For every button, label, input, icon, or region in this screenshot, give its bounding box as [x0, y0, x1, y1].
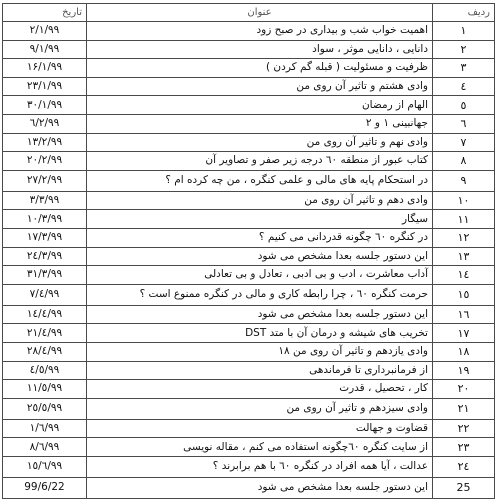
- row-date: ۲۰/۲/۹۹: [3, 152, 87, 171]
- row-number: ۱٥: [433, 284, 495, 305]
- table-row: [3, 477, 495, 498]
- table-row: [3, 96, 495, 115]
- row-date: 99/6/22: [3, 477, 87, 498]
- row-title: عدالت ، آیا همه افراد در کنگره ٦۰ با هم برابرند ؟: [87, 456, 433, 477]
- table-row: [3, 170, 495, 191]
- table-row: [3, 284, 495, 305]
- row-title: دانایی ، دانایی موثر ، سواد: [87, 40, 433, 59]
- row-number: ٦: [433, 114, 495, 133]
- column-header-title: عنوان: [87, 4, 433, 22]
- table-row: [3, 133, 495, 152]
- row-number: ۱٦: [433, 305, 495, 324]
- row-number: ۱۱: [433, 210, 495, 229]
- row-number: 25: [433, 477, 495, 498]
- row-title: وادی دهم و تاثیر آن روی من: [87, 191, 433, 210]
- row-date: ۳۰/۱/۹۹: [3, 96, 87, 115]
- row-number: ۷: [433, 133, 495, 152]
- row-date: ۹/۱/۹۹: [3, 40, 87, 59]
- table-row: [3, 228, 495, 247]
- row-date: ۳۱/۳/۹۹: [3, 266, 87, 285]
- row-date: ٦/۲/۹۹: [3, 114, 87, 133]
- column-header-date: تاریخ: [3, 4, 87, 22]
- row-number: ۳: [433, 59, 495, 78]
- table-row: [3, 77, 495, 96]
- row-date: ۱۷/۳/۹۹: [3, 228, 87, 247]
- row-date: ۱۰/۳/۹۹: [3, 210, 87, 229]
- row-title: سیگار: [87, 210, 433, 229]
- table-row: [3, 247, 495, 266]
- row-number: ۲۳: [433, 438, 495, 457]
- row-date: ۲۳/۱/۹۹: [3, 77, 87, 96]
- row-title: قضاوت و جهالت: [87, 419, 433, 438]
- row-date: ۱۶/۱/۹۹: [3, 59, 87, 78]
- row-number: ۸: [433, 152, 495, 171]
- row-date: ۱٤/٤/۹۹: [3, 305, 87, 324]
- row-date: ٤/٥/۹۹: [3, 361, 87, 380]
- row-title: الهام از رمضان: [87, 96, 433, 115]
- row-title: از سایت کنگره ٦۰چگونه استفاده می کنم ، مقاله نویسی: [87, 438, 433, 457]
- row-title: کار ، تحصیل ، قدرت: [87, 380, 433, 399]
- table-row: [3, 438, 495, 457]
- table-row: [3, 210, 495, 229]
- document-page: [3, 3, 495, 499]
- table-row: [3, 361, 495, 380]
- column-header-number: ردیف: [433, 4, 495, 22]
- table-row: [3, 324, 495, 343]
- row-number: ۱۷: [433, 324, 495, 343]
- row-date: ۲۱/٤/۹۹: [3, 324, 87, 343]
- row-number: ۲۱: [433, 398, 495, 419]
- row-title: این دستور جلسه بعدا مشخص می شود: [87, 305, 433, 324]
- row-date: ۲٤/۳/۹۹: [3, 247, 87, 266]
- row-title: وادی هشتم و تاثیر آن روی من: [87, 77, 433, 96]
- row-title: وادی نهم و تاثیر آن روی من: [87, 133, 433, 152]
- row-title: حرمت کنگره ٦۰ ، چرا رابطه کاری و مالی در کنگره ممنوع است ؟: [87, 284, 433, 305]
- row-number: ٥: [433, 96, 495, 115]
- table-row: [3, 380, 495, 399]
- row-date: ۲۷/۲/۹۹: [3, 170, 87, 191]
- row-number: ۱: [433, 22, 495, 41]
- table-header: [3, 4, 495, 22]
- session-schedule-table: [2, 3, 495, 499]
- table-row: [3, 152, 495, 171]
- row-number: ۲۰: [433, 380, 495, 399]
- row-number: ۲: [433, 40, 495, 59]
- row-number: ۱٤: [433, 266, 495, 285]
- row-title: آداب معاشرت ، ادب و بی ادبی ، تعادل و بی تعادلی: [87, 266, 433, 285]
- row-number: ۱۲: [433, 228, 495, 247]
- row-number: ۲٤: [433, 456, 495, 477]
- row-title: کتاب عبور از منطقه ٦۰ درجه زیر صفر و تصاویر آن: [87, 152, 433, 171]
- row-title: این دستور جلسه بعدا مشخص می شود: [87, 247, 433, 266]
- table-row: [3, 22, 495, 41]
- row-title: اهمیت خواب شب و بیداری در صبح زود: [87, 22, 433, 41]
- row-title: تخریب های شیشه و درمان آن با متد DST: [87, 324, 433, 343]
- table-row: [3, 305, 495, 324]
- row-date: ۱۳/۲/۹۹: [3, 133, 87, 152]
- row-date: ۱٥/٦/۹۹: [3, 456, 87, 477]
- table-row: [3, 266, 495, 285]
- row-date: ۲۸/٤/۹۹: [3, 342, 87, 361]
- row-title: جهانبینی ۱ و ۲: [87, 114, 433, 133]
- table-body: [3, 22, 495, 499]
- row-title: این دستور جلسه بعدا مشخص می شود: [87, 477, 433, 498]
- row-number: ۹: [433, 170, 495, 191]
- row-date: ۱۱/٥/۹۹: [3, 380, 87, 399]
- row-date: ۳/۳/۹۹: [3, 191, 87, 210]
- row-title: وادی یازدهم و تاثیر آن روی من ۱۸: [87, 342, 433, 361]
- row-title: از فرمانبرداری تا فرماندهی: [87, 361, 433, 380]
- row-title: در استحکام پایه های مالی و علمی کنگره ، من چه کرده ام ؟: [87, 170, 433, 191]
- table-row: [3, 456, 495, 477]
- row-title: وادی سیزدهم و تاثیر آن روی من: [87, 398, 433, 419]
- row-number: ۱۸: [433, 342, 495, 361]
- table-row: [3, 342, 495, 361]
- table-row: [3, 191, 495, 210]
- row-number: ۲۲: [433, 419, 495, 438]
- table-row: [3, 59, 495, 78]
- row-number: ۱۹: [433, 361, 495, 380]
- row-date: ۲/۱/۹۹: [3, 22, 87, 41]
- row-date: ۷/٤/۹۹: [3, 284, 87, 305]
- table-row: [3, 114, 495, 133]
- row-number: ۱۰: [433, 191, 495, 210]
- row-number: ٤: [433, 77, 495, 96]
- table-row: [3, 398, 495, 419]
- row-title: ظرفیت و مسئولیت ( قبله گم کردن ): [87, 59, 433, 78]
- table-row: [3, 40, 495, 59]
- row-date: ۱/٦/۹۹: [3, 419, 87, 438]
- table-row: [3, 419, 495, 438]
- row-number: ۱۳: [433, 247, 495, 266]
- row-date: ۸/٦/۹۹: [3, 438, 87, 457]
- row-title: در کنگره ٦۰ چگونه قدردانی می کنیم ؟: [87, 228, 433, 247]
- row-date: ۲٥/٥/۹۹: [3, 398, 87, 419]
- header-row: [3, 4, 495, 22]
